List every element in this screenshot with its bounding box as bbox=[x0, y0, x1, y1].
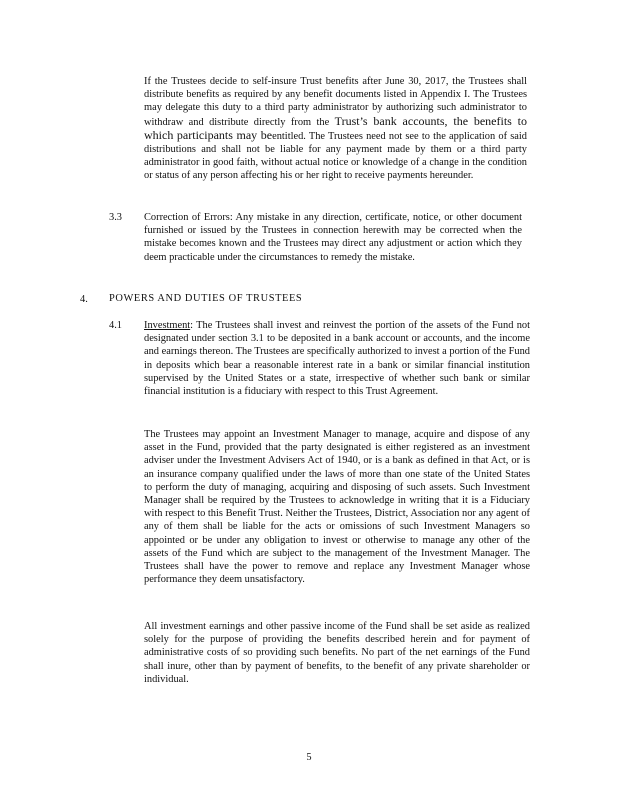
section-3-3-title: Correction of Errors bbox=[144, 212, 230, 223]
section-4-heading: POWERS AND DUTIES OF TRUSTEES bbox=[109, 293, 303, 304]
paragraph-intro bbox=[144, 75, 527, 183]
section-4-1-number: 4.1 bbox=[109, 320, 122, 331]
section-4-1-paragraph bbox=[144, 319, 530, 398]
section-3-3-paragraph bbox=[144, 211, 522, 264]
investment-manager-paragraph: The Trustees may appoint an Investment Manager to manage, acquire and dispose of any asset in the Fund, provided that the party designated is either registered as an investment adviser under the Investment Advisers Act of 1940, or is a bank as defined in that Act, or is an insurance company qualified under the laws of more than one state of the United States to perform the duty of managing, acquiring and disposing of such assets. Such Investment Manager shall be required by the Trustees to acknowledge in writing that it is a Fiduciary with respect to this Benefit Trust. Neither the Trustees, District, Association nor any agent of any of them shall be liable for the acts or omissions of such Investment Managers so appointed or be under any obligation to invest or otherwise to manage any other of the assets of the Fund which are subject to the management of the Investment Manager. The Trustees shall have the power to remove and replace any Investment Manager whose performance they deem unsatisfactory. bbox=[144, 429, 530, 586]
section-3-3-text: : Any mistake in any direction, certificate, notice, or other document furnished or issued by the Trustees in connection herewith may be corrected when the mistake becomes known and the Trustees may direct any adjustment or action which they deem practicable under the circumstances to remedy the mistake. bbox=[144, 212, 522, 263]
section-3-3-number: 3.3 bbox=[109, 212, 122, 223]
section-4-1-title: Investment bbox=[144, 320, 191, 331]
section-4-number: 4. bbox=[80, 294, 88, 305]
section-4-1-text: : The Trustees shall invest and reinvest the portion of the assets of the Fund not designated under section 3.1 to be deposited in a bank account or accounts, and the income and earnings thereon. The Trustees are specifically authorized to invest a portion of the Fund in deposits which bear a reasonable interest rate in a bank or similar financial institution supervised by the United States or a state, irrespective of whether such bank or similar financial institution is a fiduciary with respect to this Trust Agreement. bbox=[144, 320, 530, 398]
page-number: 5 bbox=[306, 752, 312, 763]
intro-text-large: Trust’s bank accounts, the benefits to which participants may be bbox=[144, 113, 527, 142]
intro-text-before: If the Trustees decide to self-insure Trust benefits after June 30, 2017, the Trustees shall distribute benefits as required by any benefit documents listed in Appendix I. The Trustees may delegate this duty to a third party administrator by authorizing such administrator to withdraw and distribute directly from the bbox=[144, 76, 527, 128]
investment-earnings-paragraph: All investment earnings and other passive income of the Fund shall be set aside as realized solely for the purpose of providing the benefits described herein and for payment of administrative costs of so providing such benefits. No part of the net earnings of the Fund shall inure, other than by payment of benefits, to the benefit of any private shareholder or individual. bbox=[144, 621, 530, 685]
intro-text-after: entitled. The Trustees need not see to the application of said distributions and shall not be liable for any payment made by them or a third party administrator in good faith, without actual notice or knowledge of a change in the condition or status of any person affecting his or her right to receive payments hereunder. bbox=[144, 130, 527, 182]
